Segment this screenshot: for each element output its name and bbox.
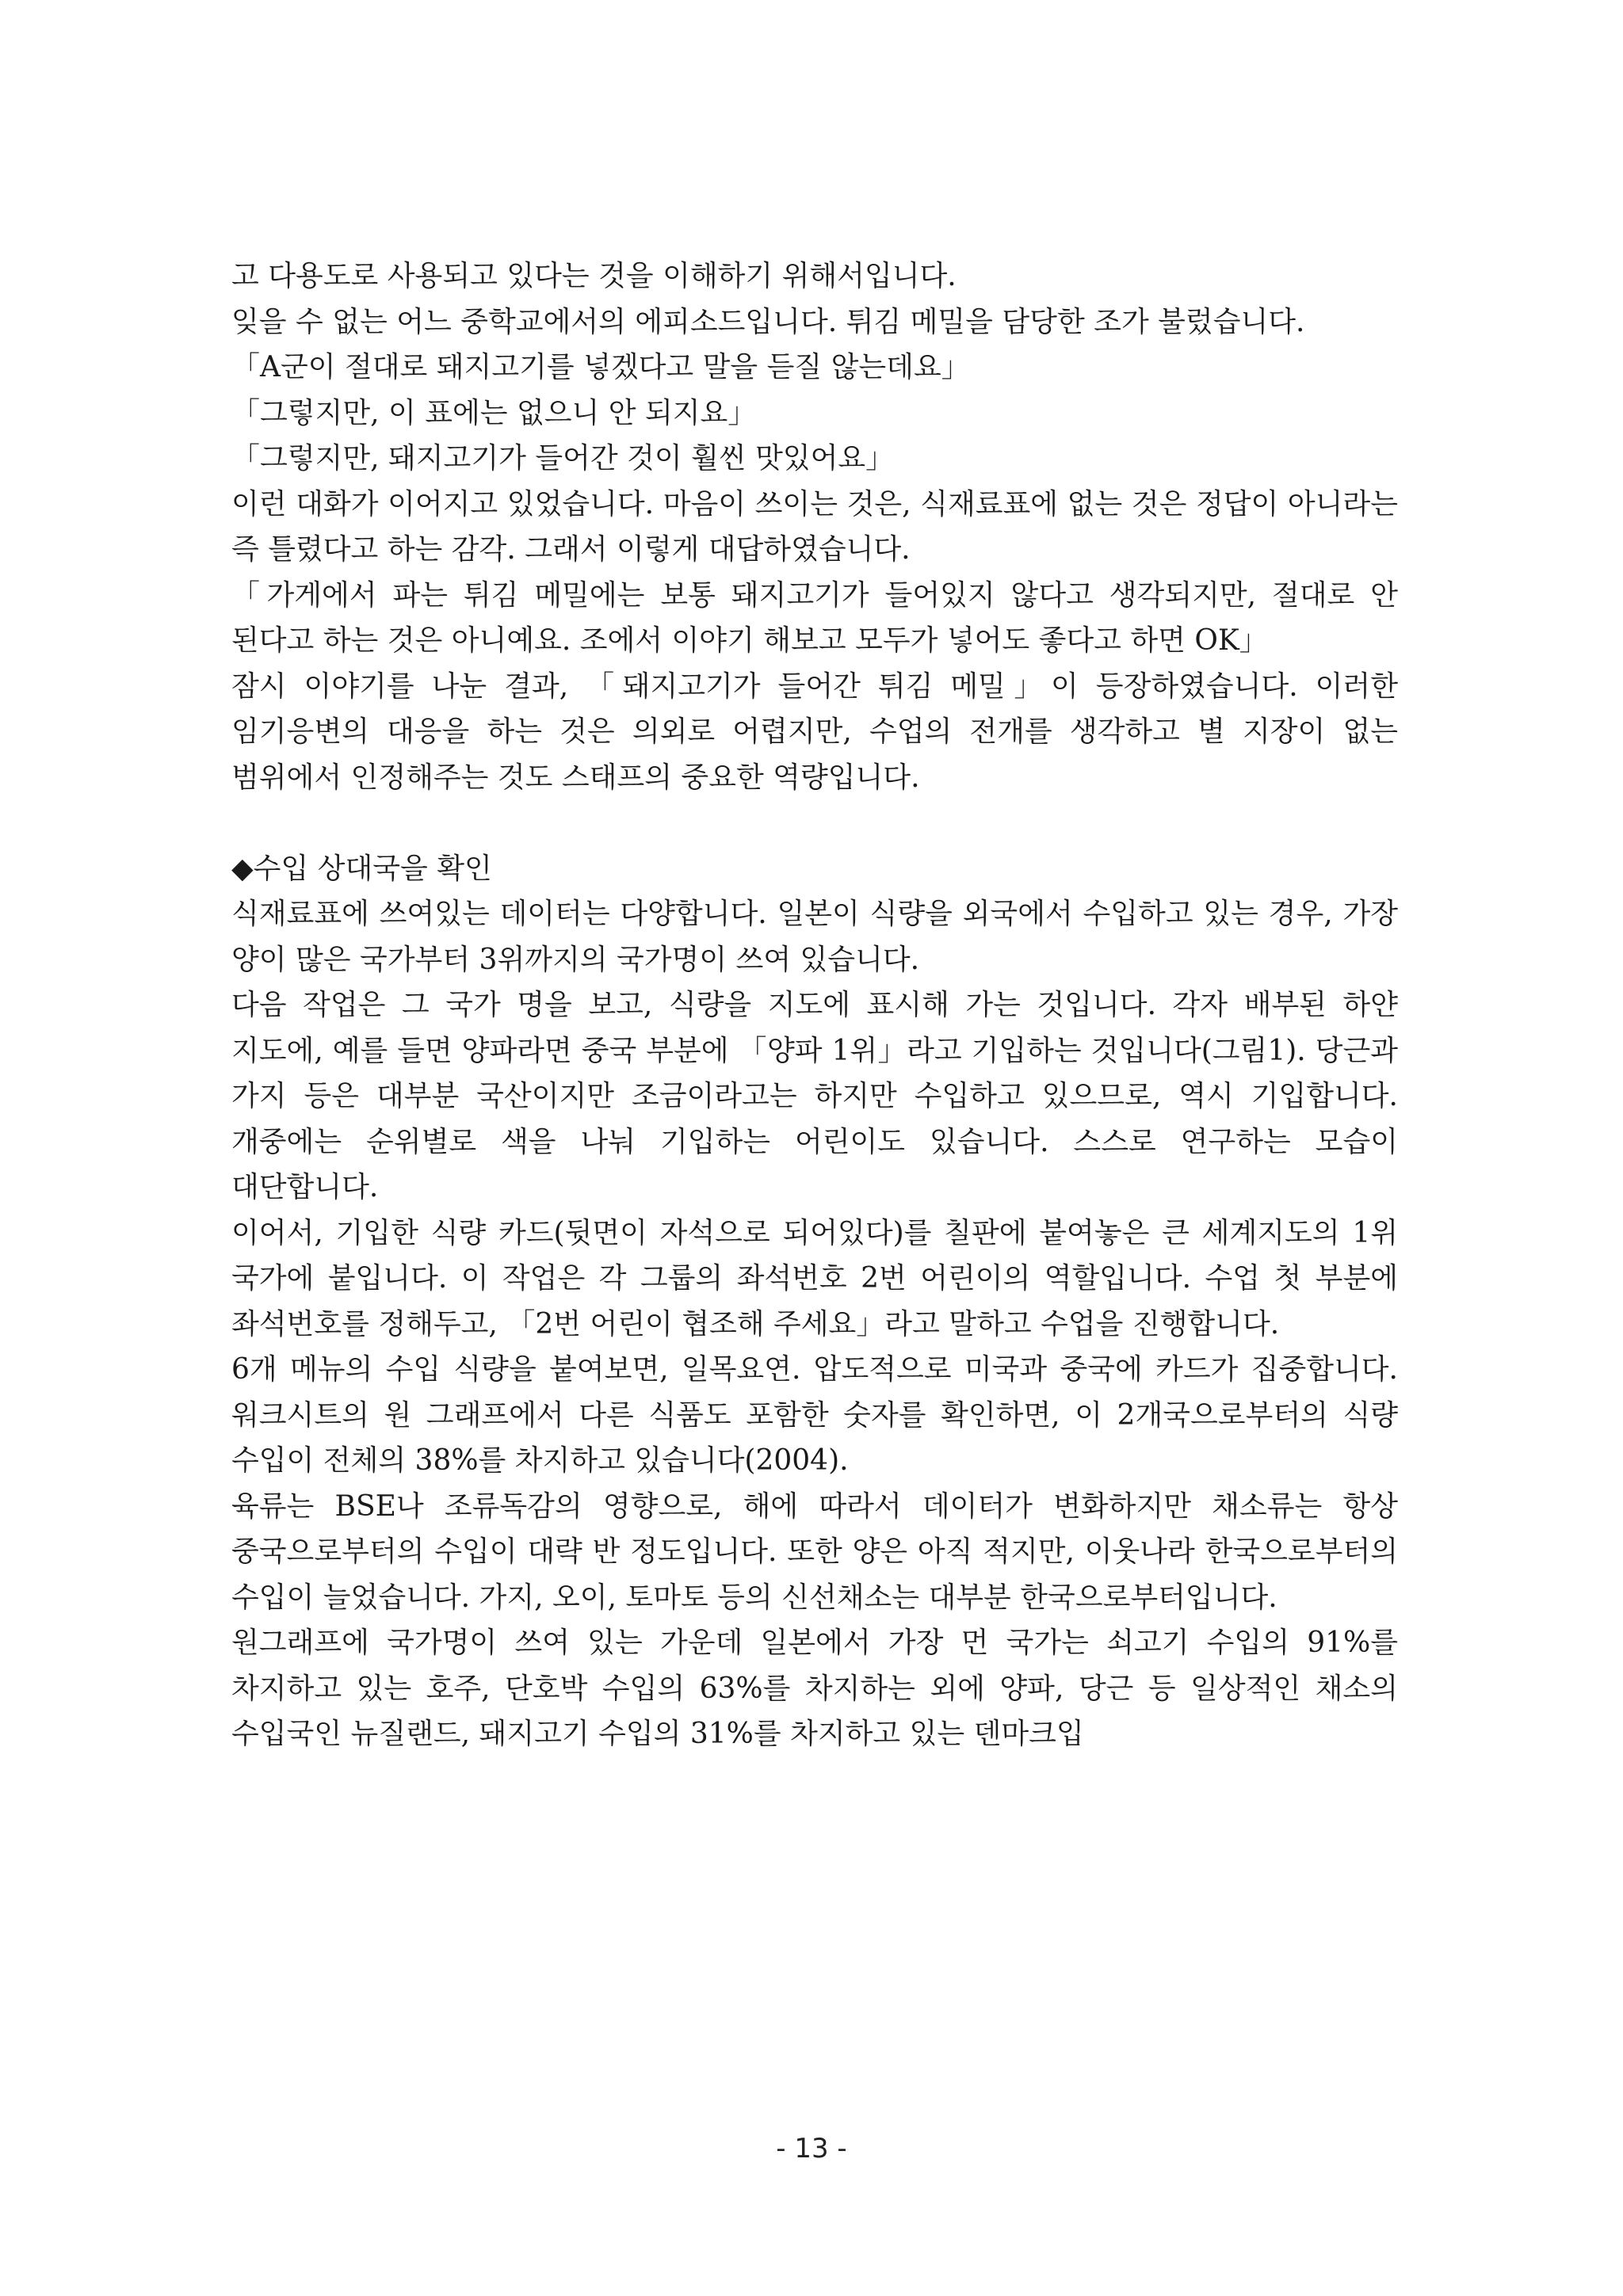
section-spacer [231,800,1398,846]
paragraph: 6개 메뉴의 수입 식량을 붙여보면, 일목요연. 압도적으로 미국과 중국에 카드가 집중합니다. 워크시트의 원 그래프에서 다른 식품도 포함한 숫자를 확인하면, 이 2개국으로부터의 식량 수입이 전체의 38%를 차지하고 있습니다(2004). [231,1353,1398,1477]
paragraph: 식재료표에 쓰여있는 데이터는 다양합니다. 일본이 식량을 외국에서 수입하고 있는 경우, 가장 양이 많은 국가부터 3위까지의 국가명이 쓰여 있습니다. [231,898,1398,976]
dialogue-line: 「그렇지만, 이 표에는 없으니 안 되지요」 [231,396,757,429]
page-number: - 13 - [776,2133,847,2164]
paragraph: 육류는 BSE나 조류독감의 영향으로, 해에 따라서 데이터가 변화하지만 채소류는 항상 중국으로부터의 수입이 대략 반 정도입니다. 또한 양은 아직 적지만, 이웃나라 한국으로부터의 수입이 늘었습니다. 가지, 오이, 토마토 등의 신선채소는 대부분 한국으로부터입니다. [231,1489,1398,1614]
paragraph: 이런 대화가 이어지고 있었습니다. 마음이 쓰이는 것은, 식재료표에 없는 것은 정답이 아니라는 즉 틀렸다고 하는 감각. 그래서 이렇게 대답하였습니다. [231,487,1398,566]
paragraph: 잊을 수 없는 어느 중학교에서의 에피소드입니다. 튀김 메밀을 담당한 조가 불렀습니다. [231,305,1305,338]
paragraph: 원그래프에 국가명이 쓰여 있는 가운데 일본에서 가장 먼 국가는 쇠고기 수입의 91%를 차지하고 있는 호주, 단호박 수입의 63%를 차지하는 외에 양파, 당근 등 일상적인 채소의 수입국인 뉴질랜드, 돼지고기 수입의 31%를 차지하고 있는 덴마크입 [231,1627,1398,1750]
dialogue-line: 「가게에서 파는 튀김 메밀에는 보통 돼지고기가 들어있지 않다고 생각되지만, 절대로 안 된다고 하는 것은 아니예요. 조에서 이야기 해보고 모두가 넣어도 좋다고 하면 OK」 [231,578,1398,657]
dialogue-line: 「그렇지만, 돼지고기가 들어간 것이 훨씬 맛있어요」 [231,442,895,475]
paragraph: 다음 작업은 그 국가 명을 보고, 식량을 지도에 표시해 가는 것입니다. 각자 배부된 하얀 지도에, 예를 들면 양파라면 중국 부분에 「양파 1위」라고 기입하는 것입니다(그림1). 당근과 가지 등은 대부분 국산이지만 조금이라고는 하지만 수입하고 있으므로, 역시 기입합니다. 개중에는 순위별로 색을 나눠 기입하는 어린이도 있습니다. 스스로 연구하는 모습이 대단합니다. [231,989,1398,1203]
document-body [231,254,1398,1757]
dialogue-line: 「A군이 절대로 돼지고기를 넣겠다고 말을 듣질 않는데요」 [231,351,970,383]
section-heading: ◆수입 상대국을 확인 [231,852,492,885]
paragraph: 잠시 이야기를 나눈 결과, 「돼지고기가 들어간 튀김 메밀」이 등장하였습니다. 이러한 임기응변의 대응을 하는 것은 의외로 어렵지만, 수업의 전개를 생각하고 별 지장이 없는 범위에서 인정해주는 것도 스태프의 중요한 역량입니다. [231,669,1398,794]
paragraph: 이어서, 기입한 식량 카드(뒷면이 자석으로 되어있다)를 칠판에 붙여놓은 큰 세계지도의 1위 국가에 붙입니다. 이 작업은 각 그룹의 좌석번호 2번 어린이의 역할입니다. 수업 첫 부분에 좌석번호를 정해두고, 「2번 어린이 협조해 주세요」라고 말하고 수업을 진행합니다. [231,1216,1398,1341]
paragraph: 고 다용도로 사용되고 있다는 것을 이해하기 위해서입니다. [231,260,957,292]
